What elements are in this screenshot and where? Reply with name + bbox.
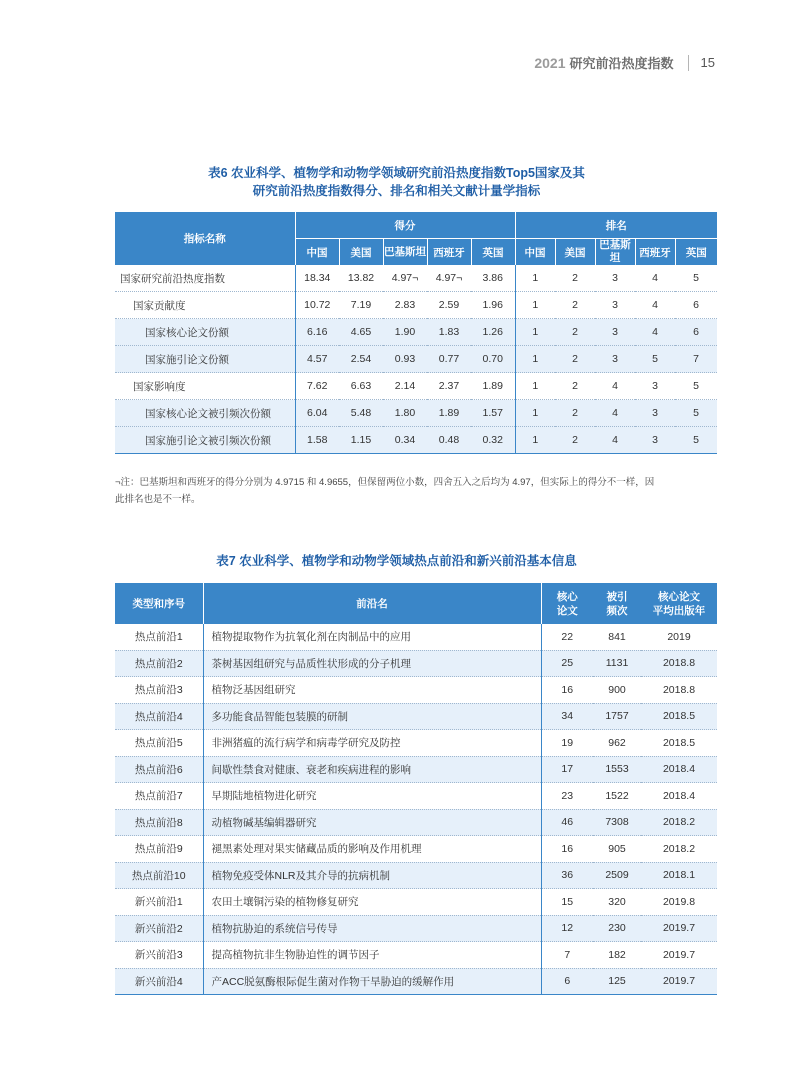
table7-row [115,756,717,783]
table6-note-line1: ¬注：巴基斯坦和西班牙的得分分别为 4.9715 和 4.9655，但保留两位小数，四舍五入之后均为 4.97，但实际上的得分不一样，因 [115,477,655,488]
table7-year-cell: 2019.7 [641,942,717,969]
table6-score-cell: 1.26 [471,319,515,346]
table7-core-cell: 15 [541,889,593,916]
running-head-divider [688,55,689,71]
table6-rank-cell: 6 [675,292,717,319]
page-number: 15 [700,55,715,70]
table6-rank-cell: 1 [515,373,555,400]
table6-caption-line1: 表6 农业科学、植物学和动物学领域研究前沿热度指数Top5国家及其 [208,166,585,180]
table6-rank-cell: 2 [555,265,595,292]
table6-score-cell: 10.72 [295,292,339,319]
table6-country-rank-0: 中国 [515,239,555,266]
table7-row [115,783,717,810]
table7-type-cell: 热点前沿3 [115,677,203,704]
table7-name-cell: 植物免疫受体NLR及其介导的抗病机制 [203,862,541,889]
table6-rank-cell: 3 [635,373,675,400]
table6-country-rank-2: 巴基斯坦 [595,239,635,266]
table7-header-year-line2: 平均出版年 [652,604,706,617]
table7-core-cell: 25 [541,650,593,677]
table6-score-cell: 7.62 [295,373,339,400]
table7-core-cell: 6 [541,968,593,995]
table7-core-cell: 36 [541,862,593,889]
table6-score-cell: 0.32 [471,427,515,454]
table6-score-cell: 2.59 [427,292,471,319]
table7-name-cell: 植物泛基因组研究 [203,677,541,704]
table7-row [115,650,717,677]
table6-country-score-0: 中国 [295,239,339,266]
table7-year-cell: 2019.7 [641,968,717,995]
table7-type-cell: 新兴前沿4 [115,968,203,995]
table6-rank-cell: 1 [515,427,555,454]
table6-score-cell: 2.14 [383,373,427,400]
table6-country-score-3: 西班牙 [427,239,471,266]
table7-cited-cell: 962 [593,730,641,757]
table7-year-cell: 2018.2 [641,836,717,863]
table6-score-cell: 4.97¬ [383,265,427,292]
table7-year-cell: 2019.7 [641,915,717,942]
table7-row [115,968,717,995]
table6-header-rank: 排名 [515,212,717,239]
table7-header-core-line2: 论文 [556,604,578,617]
table7-cited-cell: 1757 [593,703,641,730]
table6-score-cell: 2.37 [427,373,471,400]
table6-rank-cell: 4 [635,265,675,292]
table6-row-label: 国家核心论文份额 [115,319,295,346]
table6-rank-cell: 4 [595,427,635,454]
table7-name-cell: 植物抗胁迫的系统信号传导 [203,915,541,942]
table6-rank-cell: 2 [555,346,595,373]
table6-rank-cell: 1 [515,400,555,427]
table6-row-label: 国家影响度 [115,373,295,400]
table6-rank-cell: 5 [635,346,675,373]
table6-note-line2: 此排名也是不一样。 [115,494,201,505]
table7-core-cell: 17 [541,756,593,783]
table7-cited-cell: 2509 [593,862,641,889]
table6-country-score-4: 英国 [471,239,515,266]
table7-name-cell: 早期陆地植物进化研究 [203,783,541,810]
table7-header-cited-line1: 被引 [606,590,628,603]
running-head-year: 2021 [534,54,566,71]
table7-row [115,677,717,704]
table6-score-cell: 1.96 [471,292,515,319]
table6-score-cell: 4.57 [295,346,339,373]
table6-rank-cell: 3 [595,292,635,319]
table6-row-label: 国家施引论文被引频次份额 [115,427,295,454]
table6-rank-cell: 4 [595,373,635,400]
running-head [534,53,715,72]
table7-core-cell: 16 [541,836,593,863]
table6-rank-cell: 3 [635,400,675,427]
table6-score-cell: 1.83 [427,319,471,346]
table7-caption: 表7 农业科学、植物学和动物学领域热点前沿和新兴前沿基本信息 [216,554,577,568]
table7-cited-cell: 125 [593,968,641,995]
table7-core-cell: 46 [541,809,593,836]
table7-name-cell: 动植物碱基编辑器研究 [203,809,541,836]
table7-cited-cell: 7308 [593,809,641,836]
table6-rank-cell: 5 [675,427,717,454]
table7-header-name: 前沿名 [203,583,541,624]
table6-caption [0,164,793,200]
table6-row-label: 国家贡献度 [115,292,295,319]
table6-score-cell: 4.97¬ [427,265,471,292]
table6-rank-cell: 5 [675,400,717,427]
table7-core-cell: 19 [541,730,593,757]
table7-header-cited [593,583,641,624]
table7-name-cell: 产ACC脱氨酶根际促生菌对作物干旱胁迫的缓解作用 [203,968,541,995]
table6-rank-cell: 7 [675,346,717,373]
table7-header-core [541,583,593,624]
table6-rank-cell: 2 [555,427,595,454]
table6-score-cell: 4.65 [339,319,383,346]
table7-row [115,889,717,916]
table6-rank-cell: 1 [515,346,555,373]
table7-name-cell: 茶树基因组研究与品质性状形成的分子机理 [203,650,541,677]
table7-type-cell: 热点前沿8 [115,809,203,836]
table7-header-year-line1: 核心论文 [658,590,700,603]
table6-score-cell: 5.48 [339,400,383,427]
table6-rank-cell: 1 [515,319,555,346]
table6-rank-cell: 3 [635,427,675,454]
table7-header-year [641,583,717,624]
table7-type-cell: 新兴前沿2 [115,915,203,942]
table6-score-cell: 1.89 [427,400,471,427]
table6-score-cell: 2.54 [339,346,383,373]
table6-country-rank-4: 英国 [675,239,717,266]
table7-row [115,703,717,730]
running-head-title: 研究前沿热度指数 [569,56,674,71]
table6-country-rank-3: 西班牙 [635,239,675,266]
table7-core-cell: 7 [541,942,593,969]
table6-rank-cell: 4 [595,400,635,427]
table6-country-rank-1: 美国 [555,239,595,266]
table7-year-cell: 2018.1 [641,862,717,889]
table6-row [115,373,717,400]
table6-row [115,346,717,373]
table6-rank-cell: 2 [555,400,595,427]
table6-score-cell: 18.34 [295,265,339,292]
table6-rank-cell: 5 [675,373,717,400]
table7-core-cell: 22 [541,624,593,650]
table6-rank-cell: 2 [555,319,595,346]
table6-score-cell: 7.19 [339,292,383,319]
table6-score-cell: 0.77 [427,346,471,373]
table7-type-cell: 热点前沿9 [115,836,203,863]
table6-score-cell: 0.93 [383,346,427,373]
table6-caption-line2: 研究前沿热度指数得分、排名和相关文献计量学指标 [252,184,541,198]
table7-row [115,836,717,863]
table7-year-cell: 2018.5 [641,730,717,757]
table7-year-cell: 2018.4 [641,783,717,810]
table6-score-cell: 1.89 [471,373,515,400]
table7-core-cell: 12 [541,915,593,942]
table7-core-cell: 16 [541,677,593,704]
table6-score-cell: 2.83 [383,292,427,319]
table7-header-cited-line2: 频次 [606,604,628,617]
table6-score-cell: 3.86 [471,265,515,292]
table6-rank-cell: 5 [675,265,717,292]
table7-header-core-line1: 核心 [556,590,578,603]
table6-row [115,265,717,292]
table7-type-cell: 热点前沿4 [115,703,203,730]
table7-name-cell: 农田土壤铜污染的植物修复研究 [203,889,541,916]
table6-rank-cell: 6 [675,319,717,346]
table6-row [115,292,717,319]
table7-core-cell: 23 [541,783,593,810]
table6-score-cell: 1.58 [295,427,339,454]
table7-cited-cell: 320 [593,889,641,916]
table7-cited-cell: 1131 [593,650,641,677]
table7-type-cell: 热点前沿6 [115,756,203,783]
table6-score-cell: 0.34 [383,427,427,454]
table6-row-label: 国家施引论文份额 [115,346,295,373]
table7-row [115,915,717,942]
table6-score-cell: 6.04 [295,400,339,427]
table6-score-cell: 1.15 [339,427,383,454]
table6-rank-cell: 1 [515,265,555,292]
table6-rank-cell: 3 [595,346,635,373]
table6-row [115,427,717,454]
table7-cited-cell: 1553 [593,756,641,783]
table7-name-cell: 褪黑素处理对果实储藏品质的影响及作用机理 [203,836,541,863]
table7-row [115,862,717,889]
table7-cited-cell: 230 [593,915,641,942]
table7-row [115,730,717,757]
table6-rank-cell: 4 [635,319,675,346]
table7-type-cell: 热点前沿7 [115,783,203,810]
table7-row [115,624,717,650]
table6-rank-cell: 4 [635,292,675,319]
table6-rank-cell: 3 [595,265,635,292]
table6-score-cell: 1.57 [471,400,515,427]
table6-score-cell: 6.63 [339,373,383,400]
table6-country-score-1: 美国 [339,239,383,266]
table7-year-cell: 2018.5 [641,703,717,730]
table6-score-cell: 13.82 [339,265,383,292]
table6-row [115,319,717,346]
table7-year-cell: 2018.8 [641,677,717,704]
table6-rank-cell: 3 [595,319,635,346]
table6-score-cell: 1.80 [383,400,427,427]
table6-rank-cell: 2 [555,292,595,319]
table6-score-cell: 0.48 [427,427,471,454]
table7-name-cell: 非洲猪瘟的流行病学和病毒学研究及防控 [203,730,541,757]
table7-name-cell: 提高植物抗非生物胁迫性的调节因子 [203,942,541,969]
table7-core-cell: 34 [541,703,593,730]
table7 [115,583,717,995]
table7-type-cell: 热点前沿10 [115,862,203,889]
table6-row [115,400,717,427]
table7-type-cell: 热点前沿1 [115,624,203,650]
table7-type-cell: 热点前沿5 [115,730,203,757]
table6-rank-cell: 2 [555,373,595,400]
table6-score-cell: 6.16 [295,319,339,346]
table7-name-cell: 间歇性禁食对健康、衰老和疾病进程的影响 [203,756,541,783]
table7-type-cell: 新兴前沿3 [115,942,203,969]
table7-name-cell: 植物提取物作为抗氧化剂在肉制品中的应用 [203,624,541,650]
table7-year-cell: 2019.8 [641,889,717,916]
table6-header-indicator: 指标名称 [115,212,295,265]
table7-cited-cell: 900 [593,677,641,704]
table6-country-score-2: 巴基斯坦 [383,239,427,266]
table7-type-cell: 新兴前沿1 [115,889,203,916]
table7-year-cell: 2018.8 [641,650,717,677]
table7-cited-cell: 905 [593,836,641,863]
table6-note [115,474,717,508]
table6-row-label: 国家核心论文被引频次份额 [115,400,295,427]
table7-header-type: 类型和序号 [115,583,203,624]
table7-row [115,942,717,969]
table6-rank-cell: 1 [515,292,555,319]
table6-score-cell: 1.90 [383,319,427,346]
table7-year-cell: 2018.4 [641,756,717,783]
table6-score-cell: 0.70 [471,346,515,373]
table6 [115,212,717,454]
table7-year-cell: 2019 [641,624,717,650]
table6-row-label: 国家研究前沿热度指数 [115,265,295,292]
table6-header-score: 得分 [295,212,515,239]
table7-type-cell: 热点前沿2 [115,650,203,677]
table7-cited-cell: 182 [593,942,641,969]
table7-cited-cell: 1522 [593,783,641,810]
table7-cited-cell: 841 [593,624,641,650]
table7-row [115,809,717,836]
table7-name-cell: 多功能食品智能包装膜的研制 [203,703,541,730]
table7-year-cell: 2018.2 [641,809,717,836]
